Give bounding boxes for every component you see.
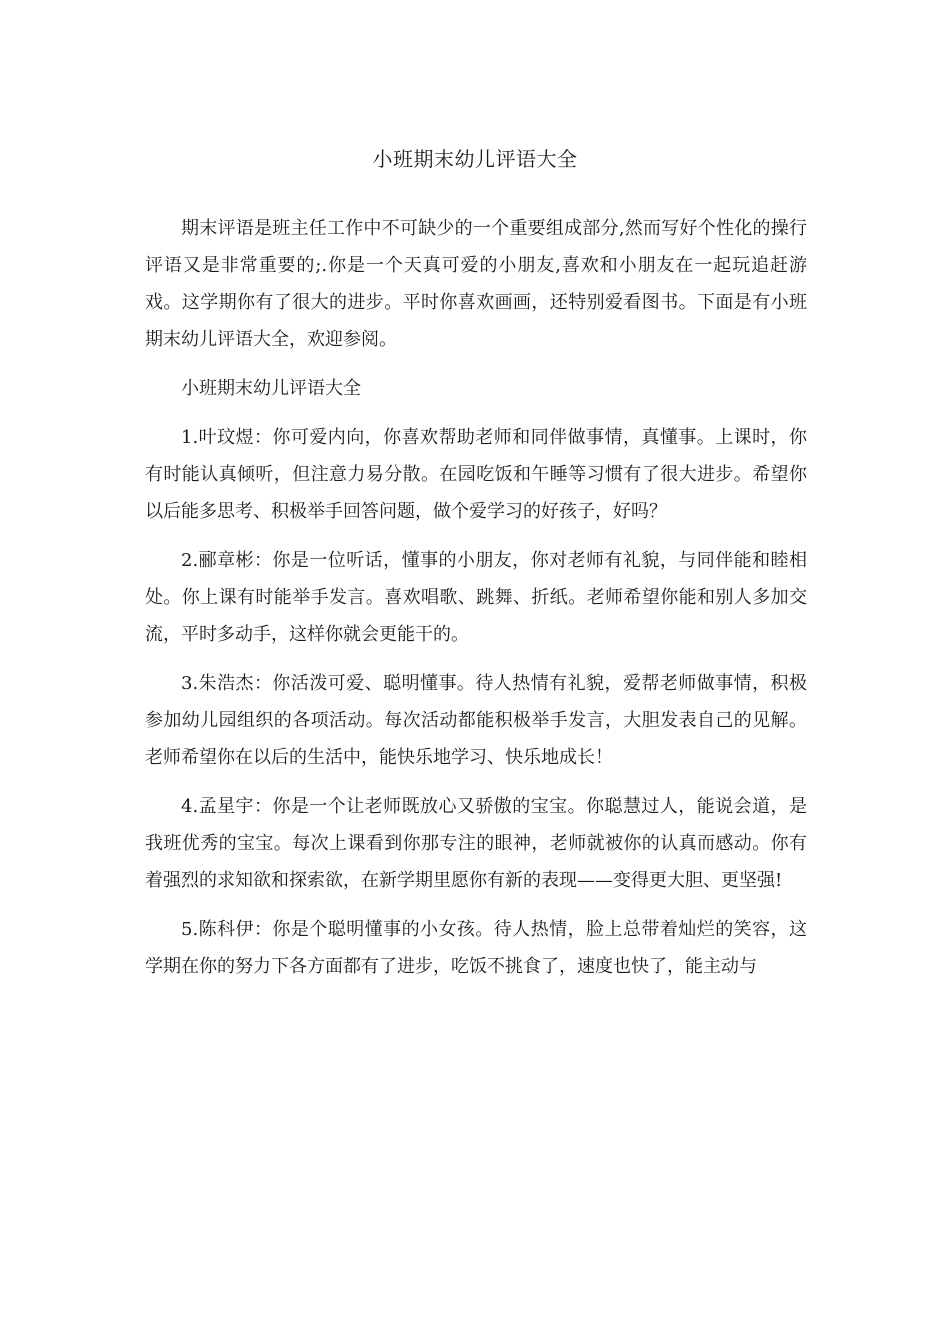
intro-paragraph: 期末评语是班主任工作中不可缺少的一个重要组成部分,然而写好个性化的操行评语又是非常重要的;.你是一个天真可爱的小朋友,喜欢和小朋友在一起玩追赶游戏。这学期你有了很大的进步。平时你喜欢画画，还特别爱看图书。下面是有小班期末幼儿评语大全，欢迎参阅。 bbox=[145, 218, 807, 350]
comment-paragraph-4: 4.孟星宇：你是一个让老师既放心又骄傲的宝宝。你聪慧过人，能说会道，是我班优秀的宝宝。每次上课看到你那专注的眼神，老师就被你的认真而感动。你有着强烈的求知欲和探索欲，在新学期里愿你有新的表现——变得更大胆、更坚强! bbox=[145, 796, 807, 891]
comment-paragraph-5: 5.陈科伊：你是个聪明懂事的小女孩。待人热情，脸上总带着灿烂的笑容，这学期在你的努力下各方面都有了进步，吃饭不挑食了，速度也快了，能主动与 bbox=[145, 919, 807, 977]
document-title: 小班期末幼儿评语大全 bbox=[372, 147, 578, 171]
comment-paragraph-1: 1.叶玟煜：你可爱内向，你喜欢帮助老师和同伴做事情，真懂事。上课时，你有时能认真倾听，但注意力易分散。在园吃饭和午睡等习惯有了很大进步。希望你以后能多思考、积极举手回答问题，做个爱学习的好孩子，好吗？ bbox=[145, 427, 807, 522]
comment-paragraph-3: 3.朱浩杰：你活泼可爱、聪明懂事。待人热情有礼貌，爱帮老师做事情，积极参加幼儿园组织的各项活动。每次活动都能积极举手发言，大胆发表自己的见解。老师希望你在以后的生活中，能快乐地学习、快乐地成长！ bbox=[145, 673, 807, 768]
comment-paragraph-2: 2.郦章彬：你是一位听话，懂事的小朋友，你对老师有礼貌，与同伴能和睦相处。你上课有时能举手发言。喜欢唱歌、跳舞、折纸。老师希望你能和别人多加交流，平时多动手，这样你就会更能干的。 bbox=[145, 550, 807, 645]
section-heading: 小班期末幼儿评语大全 bbox=[181, 378, 361, 399]
document-body bbox=[145, 210, 807, 997]
